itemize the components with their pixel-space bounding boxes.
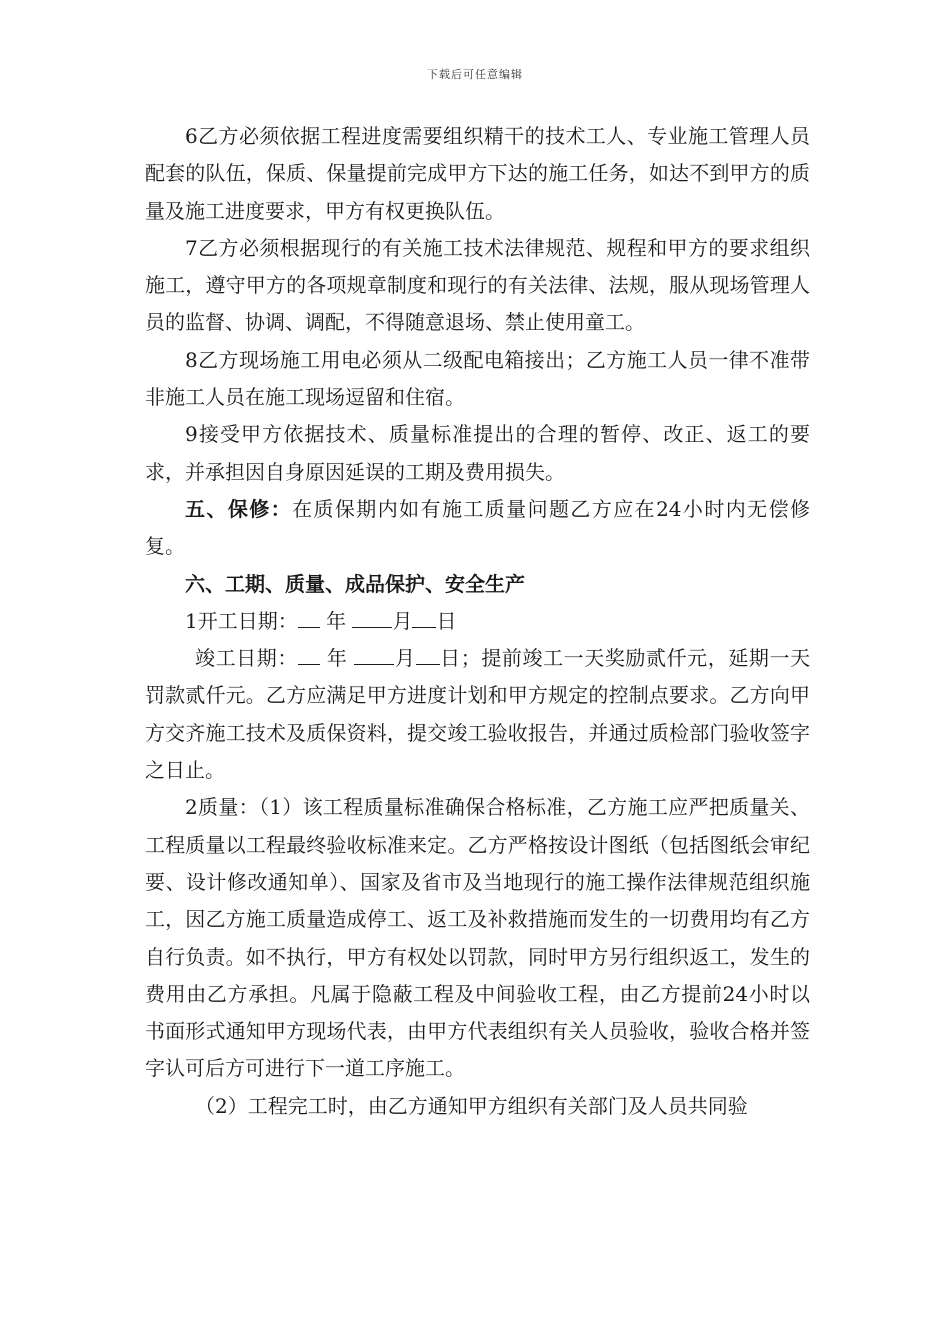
start-date-label: 1开工日期： bbox=[185, 608, 298, 633]
paragraph-item-8: 8乙方现场施工用电必须从二级配电箱接出；乙方施工人员一律不准带非施工人员在施工现场逗留和住宿。 bbox=[145, 347, 810, 410]
quality-paragraph-2: （2）工程完工时，由乙方通知甲方组织有关部门及人员共同验 bbox=[195, 1093, 748, 1118]
month-label: 月 bbox=[394, 646, 416, 671]
section-schedule-heading: 六、工期、质量、成品保护、安全生产 bbox=[185, 571, 525, 596]
year-blank bbox=[298, 642, 320, 665]
quality-paragraph: 2质量：（1）该工程质量标准确保合格标准，乙方施工应严把质量关、工程质量以工程最终验收标准来定。乙方严格按设计图纸（包括图纸会审纪要、设计修改通知单）、国家及省市及当地现行的施工操作法律规范组织施工，因乙方施工质量造成停工、返工及补救措施而发生的一切费用均有乙方自行负责。如不执行，甲方有权处以罚款，同时甲方另行组织返工，发生的费用由乙方承担。凡属于隐蔽工程及中间验收工程，由乙方提前24小时以书面形式通知甲方现场代表，由甲方代表组织有关人员验收，验收合格并签字认可后方可进行下一道工序施工。 bbox=[145, 795, 810, 1081]
day-blank bbox=[416, 642, 440, 665]
day-label: 日 bbox=[439, 646, 461, 671]
paragraph-item-6: 6乙方必须依据工程进度需要组织精干的技术工人、专业施工管理人员配套的队伍，保质、保量提前完成甲方下达的施工任务，如达不到甲方的质量及施工进度要求，甲方有权更换队伍。 bbox=[145, 124, 810, 223]
paragraph-item-9: 9接受甲方依据技术、质量标准提出的合理的暂停、改正、返工的要求，并承担因自身原因延误的工期及费用损失。 bbox=[145, 422, 810, 484]
year-label: 年 bbox=[326, 608, 347, 633]
month-blank bbox=[354, 642, 394, 665]
day-blank bbox=[412, 605, 436, 628]
year-blank bbox=[298, 605, 320, 628]
year-label: 年 bbox=[326, 646, 348, 671]
completion-date-text: ；提前竣工一天奖励贰仟元，延期一天罚款贰仟元。乙方应满足甲方进度计划和甲方规定的控制点要求。乙方向甲方交齐施工技术及质保资料，提交竣工验收报告，并通过质检部门验收签字之日止。 bbox=[145, 646, 811, 783]
day-label: 日 bbox=[436, 608, 457, 633]
document-body bbox=[145, 118, 810, 1125]
completion-date-paragraph bbox=[145, 640, 810, 789]
section-warranty bbox=[145, 491, 810, 566]
completion-date-label: 竣工日期： bbox=[195, 646, 298, 671]
month-label: 月 bbox=[392, 608, 413, 633]
month-blank bbox=[352, 605, 392, 628]
paragraph-item-7: 7乙方必须根据现行的有关施工技术法律规范、规程和甲方的要求组织施工，遵守甲方的各项规章制度和现行的有关法律、法规，服从现场管理人员的监督、协调、调配，不得随意退场、禁止使用童工。 bbox=[145, 235, 810, 335]
start-date-line bbox=[145, 603, 810, 640]
section-warranty-body: 在质保期内如有施工质量问题乙方应在24小时内无偿修复。 bbox=[145, 496, 810, 559]
header-note: 下载后可任意编辑 bbox=[427, 68, 523, 81]
section-warranty-heading: 五、保修： bbox=[185, 496, 293, 521]
